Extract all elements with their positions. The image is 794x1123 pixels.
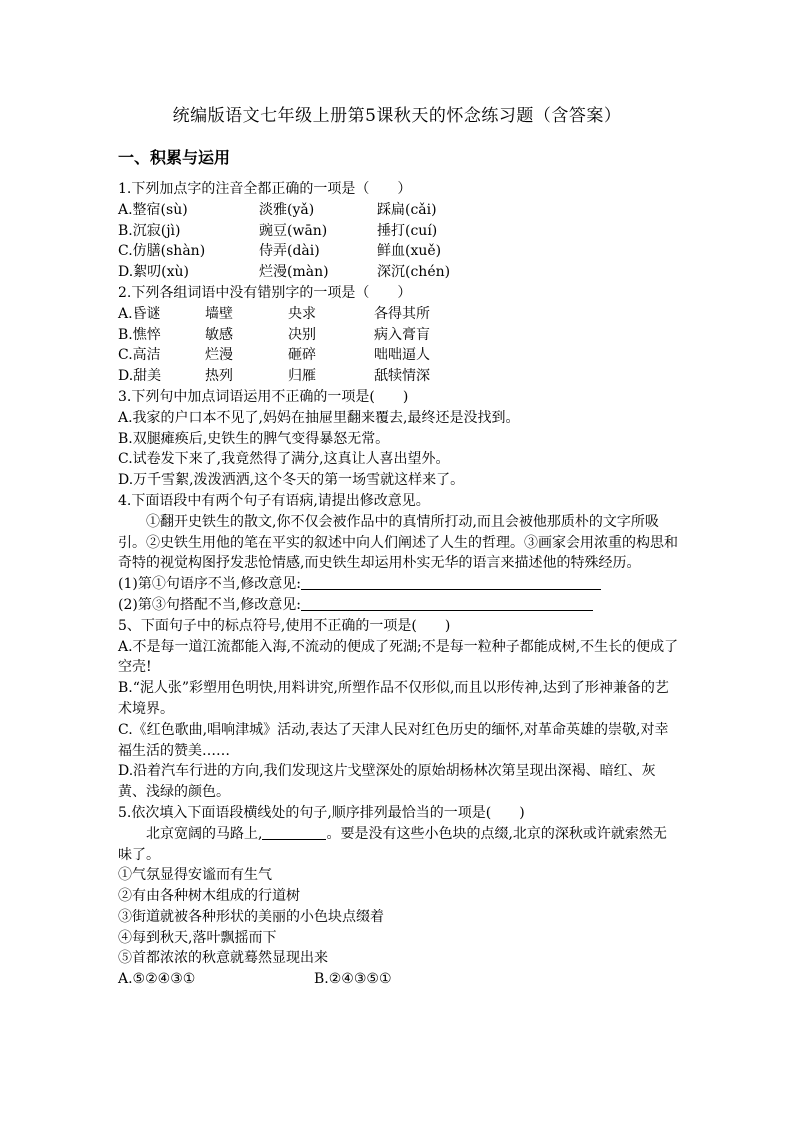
question-6-option-b: B.②④③⑤①: [314, 971, 392, 988]
question-3-option-b: B.双腿瘫痪后,史铁生的脾气变得暴怒无常。: [118, 430, 390, 447]
option-part: 烂漫(màn): [259, 264, 329, 281]
sub-question-label: (2)第③句搭配不当,修改意见:: [118, 596, 301, 613]
question-6-passage: [118, 824, 680, 866]
question-3-option-c: C.试卷发下来了,我竟然得了满分,这真让人喜出望外。: [118, 451, 450, 468]
option-part: 央求: [288, 305, 316, 322]
option-part: 各得其所: [374, 305, 430, 322]
question-6-item: ③街道就被各种形状的美丽的小色块点缀着: [118, 908, 384, 925]
option-part: 豌豆(wān): [259, 222, 328, 239]
option-part: 鲜血(xuě): [377, 243, 442, 260]
option-part: 烂漫: [205, 347, 233, 364]
question-6-item: ①气氛显得安谧而有生气: [118, 867, 272, 884]
question-2-option-d: [118, 366, 680, 387]
question-4-sub-1: [118, 574, 680, 595]
question-5-option-b: B.“泥人张”彩塑用色明快,用料讲究,所塑作品不仅形似,而且以形传神,达到了形神兼备的艺术境界。: [118, 680, 669, 717]
question-1-option-b: [118, 221, 680, 242]
option-part: C.仿膳(shàn): [118, 243, 206, 260]
question-2-stem: 2.下列各组词语中没有错别字的一项是（ ）: [118, 284, 412, 301]
option-part: 归雁: [288, 368, 316, 385]
option-part: 深沉(chén): [377, 264, 451, 281]
option-part: 敏感: [205, 326, 233, 343]
option-part: 淡雅(yǎ): [259, 201, 315, 218]
question-5-stem: 5、下面句子中的标点符号,使用不正确的一项是( ): [118, 617, 451, 634]
question-3-option-d: D.万千雪絮,泼泼洒洒,这个冬天的第一场雪就这样来了。: [118, 472, 465, 489]
question-1-option-d: [118, 262, 680, 283]
option-part: 捶打(cuí): [377, 222, 438, 239]
question-3-option-a: A.我家的户口本不见了,妈妈在抽屉里翻来覆去,最终还是没找到。: [118, 409, 520, 426]
option-part: B.憔悴: [118, 326, 161, 343]
question-3-stem: 3.下列句中加点词语运用不正确的一项是( ): [118, 388, 409, 405]
answer-blank[interactable]: [262, 825, 326, 840]
question-list: [118, 179, 680, 990]
passage-after: 。要是没有这些小色块的点缀,北京的深秋或许就索然无味了。: [118, 825, 667, 863]
question-6-option-a: A.⑤②④③①: [118, 971, 196, 988]
answer-blank[interactable]: [301, 575, 601, 590]
option-part: 砸碎: [288, 347, 316, 364]
section-heading: 一、积累与运用: [118, 148, 231, 167]
option-part: 热列: [205, 368, 233, 385]
option-part: A.整宿(sù): [118, 201, 188, 218]
sub-question-label: (1)第①句语序不当,修改意见:: [118, 576, 301, 593]
option-part: 侍弄(dài): [259, 243, 320, 260]
option-part: 决别: [288, 326, 316, 343]
question-5-option-d: D.沿着汽车行进的方向,我们发现这片戈壁深处的原始胡杨林次第呈现出深褐、暗红、灰黄、浅绿的颜色。: [118, 763, 656, 801]
question-4-sub-2: [118, 595, 680, 616]
question-1-option-a: [118, 200, 680, 221]
option-part: B.沉寂(jì): [118, 222, 181, 239]
option-part: A.昏谜: [118, 305, 161, 322]
question-2-option-a: [118, 304, 680, 325]
option-part: D.甜美: [118, 368, 162, 385]
option-part: 踩扁(cǎi): [377, 201, 437, 218]
option-part: 墙壁: [205, 305, 233, 322]
question-5-option-a: A.不是每一道江流都能入海,不流动的便成了死湖;不是每一粒种子都能成树,不生长的便成了空壳!: [118, 638, 679, 676]
question-1-stem: 1.下列加点字的注音全都正确的一项是（ ）: [118, 181, 412, 197]
question-6-options: [118, 969, 680, 990]
option-part: C.高洁: [118, 347, 161, 364]
question-5-option-c: C.《红色歌曲,唱响津城》活动,表达了天津人民对红色历史的缅怀,对革命英雄的崇敬,对幸福生活的赞美……: [118, 721, 669, 759]
question-6-item: ②有由各种树木组成的行道树: [118, 888, 300, 905]
page-title: 统编版语文七年级上册第5课秋天的怀念练习题（含答案）: [172, 106, 622, 126]
answer-blank[interactable]: [301, 596, 593, 611]
question-1-option-c: [118, 241, 680, 262]
question-6-stem: 5.依次填入下面语段横线处的句子,顺序排列最恰当的一项是( ): [118, 804, 525, 821]
option-part: 舐犊情深: [374, 368, 430, 385]
passage-before: 北京宽阔的马路上,: [146, 825, 263, 842]
option-part: 咄咄逼人: [374, 347, 430, 364]
option-part: 病入膏肓: [374, 326, 430, 343]
question-2-option-b: [118, 325, 680, 346]
option-part: D.絮叨(xù): [118, 264, 190, 281]
question-2-option-c: [118, 345, 680, 366]
question-6-item: ⑤首都浓浓的秋意就蓦然显现出来: [118, 950, 328, 967]
question-4-stem: 4.下面语段中有两个句子有语病,请提出修改意见。: [118, 492, 430, 509]
question-4-passage: ①翻开史铁生的散文,你不仅会被作品中的真情所打动,而且会被他那质朴的文字所吸引。②史铁生用他的笔在平实的叙述中向人们阐述了人生的哲理。③画家会用浓重的构思和奇特的视觉构图抒发悲怆情感,而史铁生却运用朴实无华的语言来描述他的特殊经历。: [118, 513, 678, 572]
question-6-item: ④每到秋天,落叶飘摇而下: [118, 929, 277, 946]
